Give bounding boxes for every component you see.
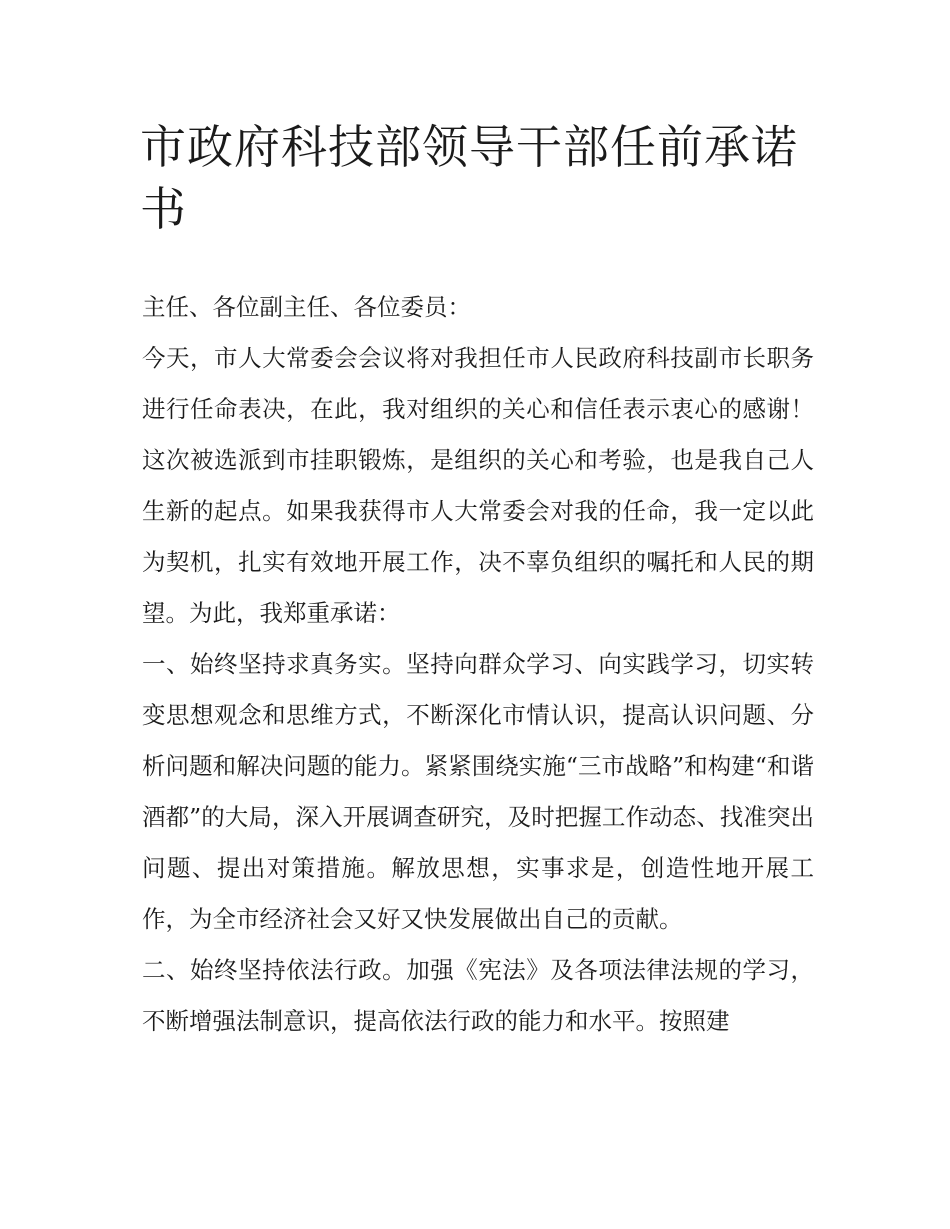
paragraph-commitment-1: 一、始终坚持求真务实。坚持向群众学习、向实践学习，切实转变思想观念和思维方式，不断深化市情认识，提高认识问题、分析问题和解决问题的能力。紧紧围绕实施“三市战略”和构建“和谐酒都”的大局，深入开展调查研究，及时把握工作动态、找准突出问题、提出对策措施。解放思想，实事求是，创造性地开展工作，为全市经济社会又好又快发展做出自己的贡献。 bbox=[142, 650, 814, 933]
salutation: 主任、各位副主任、各位委员： bbox=[142, 293, 471, 321]
paragraph-intro: 今天，市人大常委会会议将对我担任市人民政府科技副市长职务进行任命表决，在此，我对组织的关心和信任表示衷心的感谢！这次被选派到市挂职锻炼，是组织的关心和考验，也是我自己人生新的起点。如果我获得市人大常委会对我的任命，我一定以此为契机，扎实有效地开展工作，决不辜负组织的嘱托和人民的期望。为此，我郑重承诺： bbox=[142, 344, 814, 627]
document-title: 市政府科技部领导干部任前承诺书 bbox=[140, 120, 798, 236]
paragraph-commitment-2: 二、始终坚持依法行政。加强《宪法》及各项法律法规的学习，不断增强法制意识，提高依法行政的能力和水平。按照建 bbox=[142, 956, 814, 1035]
document-body bbox=[142, 282, 814, 1047]
